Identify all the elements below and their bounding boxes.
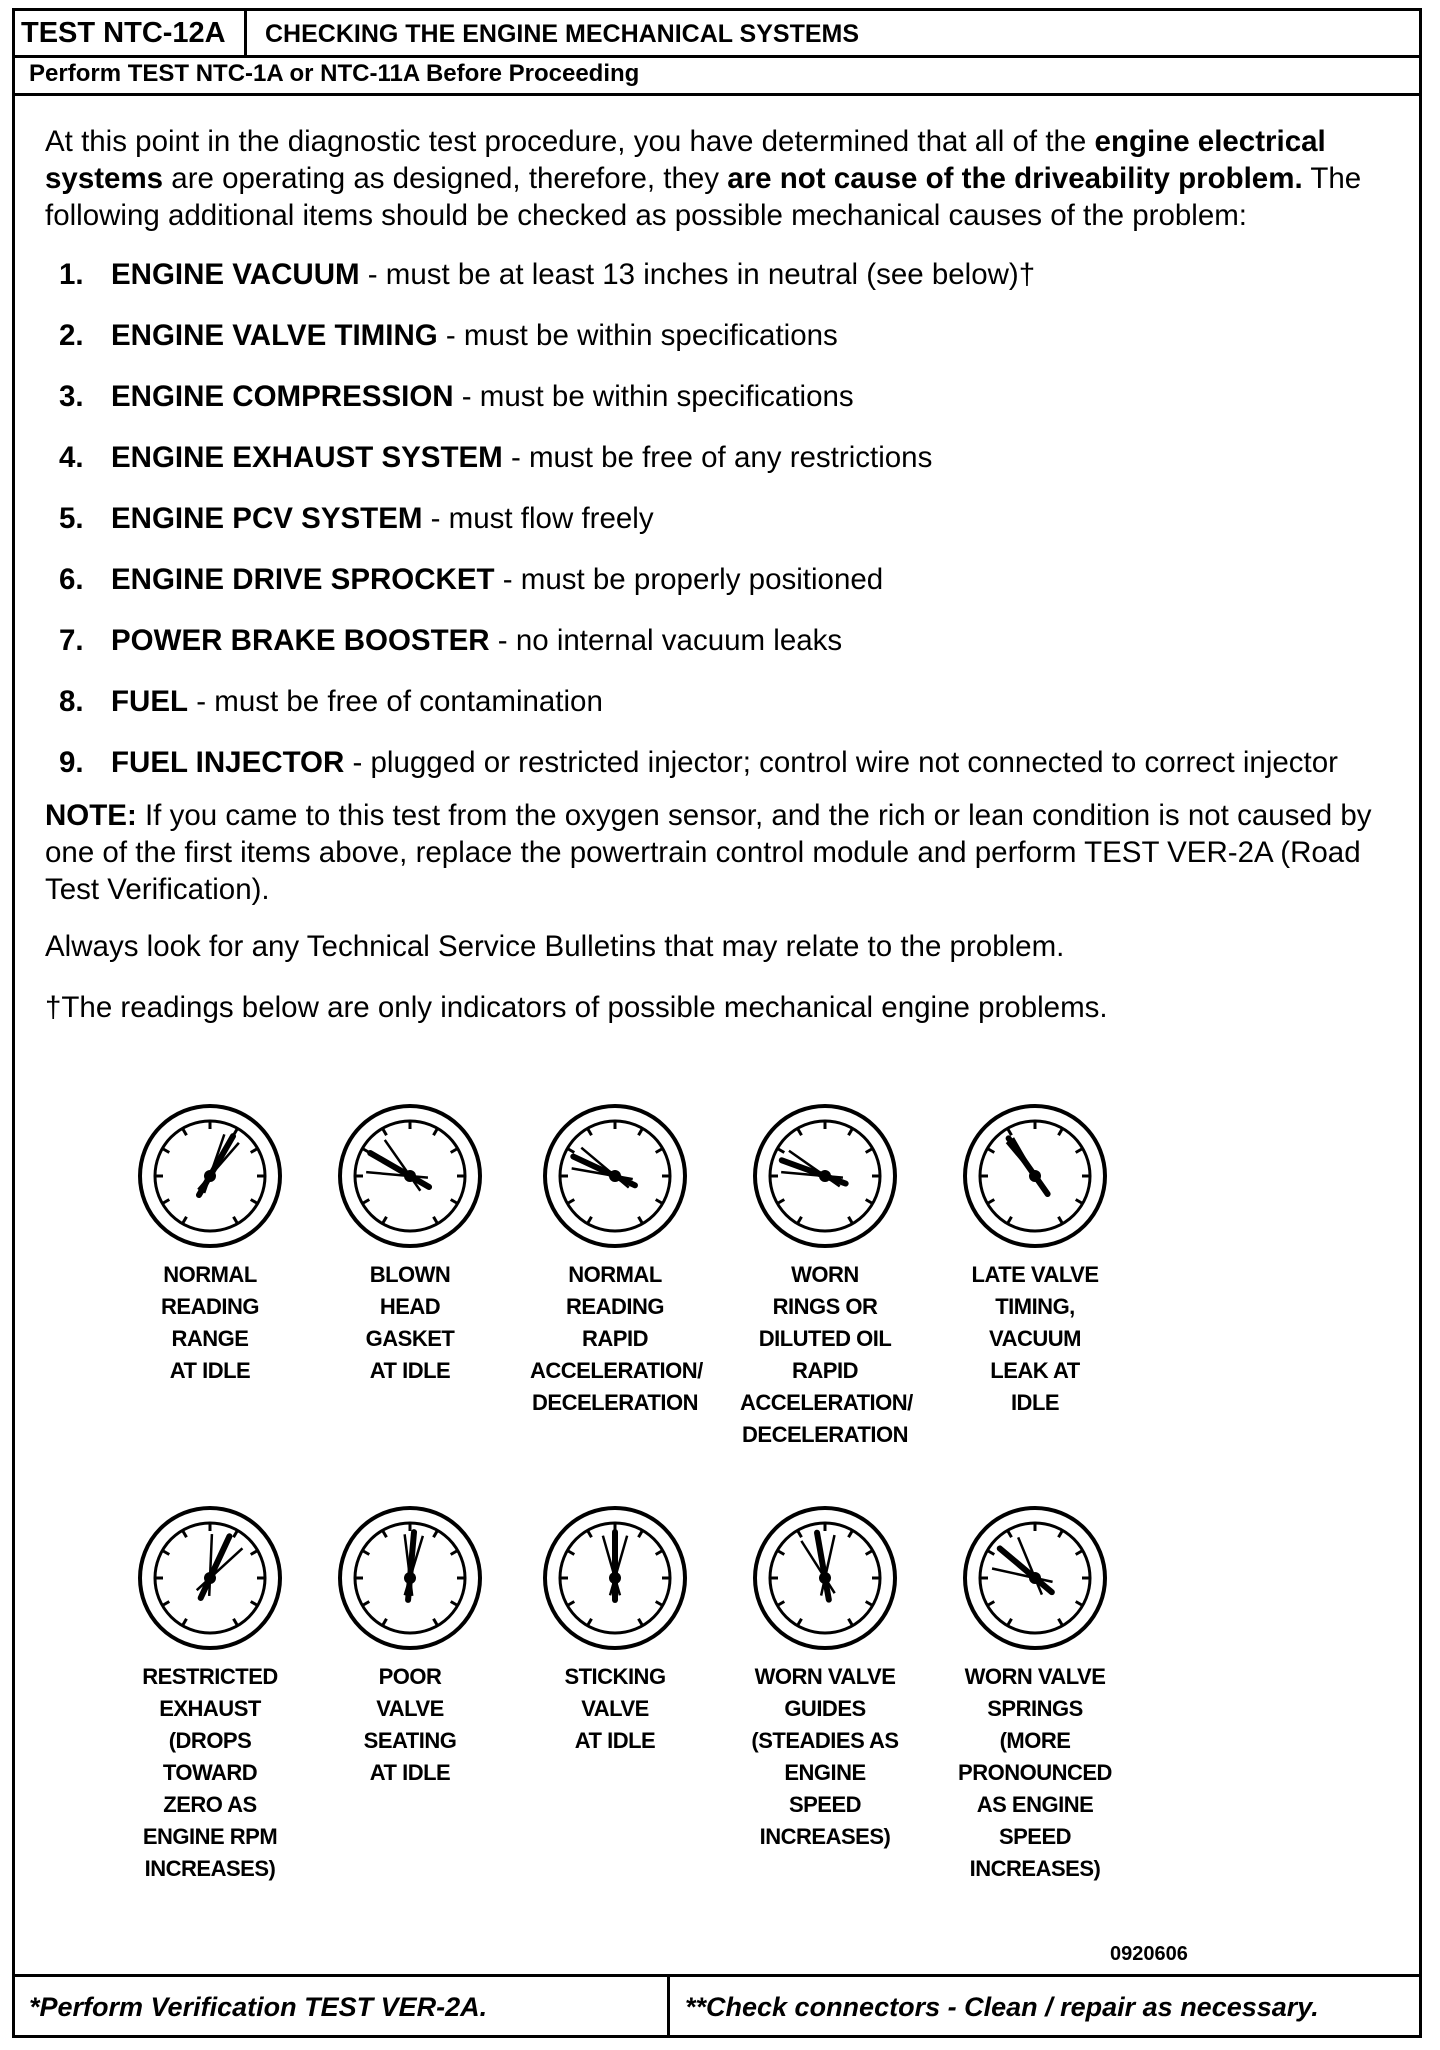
intro-bold-2: are not cause of the driveability problem.: [727, 162, 1303, 195]
gauge-caption-line: RESTRICTED: [142, 1664, 278, 1689]
gauge-caption: [530, 1661, 700, 1757]
gauge-caption-line: INCREASES): [969, 1856, 1101, 1881]
gauge-caption: [740, 1661, 910, 1853]
gauge-caption-line: INCREASES): [759, 1824, 891, 1849]
item-text: - must be within specifications: [453, 380, 854, 413]
gauge-caption-line: (DROPS: [168, 1728, 252, 1753]
vacuum-gauge: [325, 1101, 495, 1387]
item-number: 5.: [59, 502, 84, 535]
gauge-dial-icon: [135, 1101, 285, 1251]
gauge-dial-icon: [335, 1101, 485, 1251]
gauge-caption-line: READING: [161, 1294, 259, 1319]
gauge-caption-line: ACCELERATION/: [530, 1358, 703, 1383]
vacuum-gauge: [530, 1101, 703, 1419]
intro-text-2: are operating as designed, therefore, they: [163, 162, 728, 195]
gauge-caption: [530, 1259, 703, 1419]
gauge-caption-line: AT IDLE: [369, 1760, 451, 1785]
item-number: 4.: [59, 441, 84, 474]
gauge-caption-line: GASKET: [365, 1326, 455, 1351]
document-frame: [12, 8, 1422, 2038]
gauge-caption-line: WORN: [791, 1262, 859, 1287]
gauge-caption-line: READING: [566, 1294, 664, 1319]
footer-connector-note: **Check connectors - Clean / repair as necessary.: [685, 1992, 1319, 2022]
gauge-caption-line: TIMING,: [995, 1294, 1075, 1319]
vacuum-gauge: [530, 1503, 700, 1757]
gauge-caption-line: BLOWN: [369, 1262, 451, 1287]
gauge-caption-line: AS ENGINE: [976, 1792, 1094, 1817]
test-id: TEST NTC-12A: [15, 11, 247, 55]
gauge-caption-line: DILUTED OIL: [758, 1326, 892, 1351]
item-label: ENGINE DRIVE SPROCKET: [111, 563, 495, 596]
gauge-caption-line: LATE VALVE: [971, 1262, 1099, 1287]
note-text: If you came to this test from the oxygen sensor, and the rich or lean condition is not caused by one of the first items above, replace the powertrain control module and perform TEST VER-2A (Road Test Verification).: [45, 799, 1372, 906]
gauge-caption-line: TOWARD: [162, 1760, 258, 1785]
gauge-caption-line: AT IDLE: [169, 1358, 251, 1383]
gauge-caption: [740, 1259, 913, 1451]
gauge-caption-line: AT IDLE: [574, 1728, 656, 1753]
gauge-dial-icon: [540, 1503, 690, 1653]
gauge-dial-icon: [960, 1101, 1110, 1251]
gauge-caption-line: SPRINGS: [987, 1696, 1083, 1721]
item-label: ENGINE VACUUM: [111, 258, 360, 291]
gauge-caption-line: RAPID: [792, 1358, 858, 1383]
gauge-dial-icon: [335, 1503, 485, 1653]
vacuum-gauge: [950, 1101, 1120, 1419]
gauge-caption-line: POOR: [378, 1664, 442, 1689]
gauge-caption-line: RAPID: [582, 1326, 648, 1351]
gauge-caption-line: SPEED: [998, 1824, 1072, 1849]
gauge-dial-icon: [750, 1503, 900, 1653]
gauge-caption-line: WORN VALVE: [964, 1664, 1106, 1689]
item-number: 3.: [59, 380, 84, 413]
item-text: - must flow freely: [422, 502, 654, 535]
gauge-caption-line: SPEED: [788, 1792, 862, 1817]
item-label: ENGINE PCV SYSTEM: [111, 502, 423, 535]
item-text: - no internal vacuum leaks: [489, 624, 843, 657]
item-label: POWER BRAKE BOOSTER: [111, 624, 490, 657]
gauge-caption-line: RANGE: [171, 1326, 249, 1351]
gauge-dial-icon: [135, 1503, 285, 1653]
item-text: - must be free of contamination: [188, 685, 603, 718]
intro-text-1: At this point in the diagnostic test procedure, you have determined that all of the: [45, 125, 1095, 158]
gauge-caption-line: ACCELERATION/: [740, 1390, 913, 1415]
gauge-caption-line: ENGINE RPM: [142, 1824, 278, 1849]
item-label: FUEL INJECTOR: [111, 746, 345, 779]
gauge-caption-line: STICKING: [564, 1664, 666, 1689]
tsb-paragraph: Always look for any Technical Service Bulletins that may relate to the problem.: [45, 930, 1065, 963]
gauge-dial-icon: [960, 1503, 1110, 1653]
item-text: - must be free of any restrictions: [502, 441, 933, 474]
vacuum-gauge: [125, 1503, 295, 1885]
vacuum-gauge: [950, 1503, 1120, 1885]
item-text: - plugged or restricted injector; control wire not connected to correct injector: [344, 746, 1338, 779]
item-number: 6.: [59, 563, 84, 596]
gauge-caption-line: ZERO AS: [163, 1792, 257, 1817]
gauge-caption-line: (MORE: [999, 1728, 1071, 1753]
item-number: 2.: [59, 319, 84, 352]
item-text: - must be within specifications: [437, 319, 838, 352]
item-number: 1.: [59, 258, 84, 291]
vacuum-gauge: [125, 1101, 295, 1387]
gauge-caption: [325, 1259, 495, 1387]
gauge-caption-line: (STEADIES AS: [751, 1728, 899, 1753]
gauge-caption: [125, 1259, 295, 1387]
item-number: 7.: [59, 624, 84, 657]
note-label: NOTE:: [45, 799, 137, 832]
gauge-caption: [950, 1259, 1120, 1419]
vacuum-gauge: [325, 1503, 495, 1789]
vacuum-gauge: [740, 1503, 910, 1853]
gauge-caption-line: WORN VALVE: [754, 1664, 896, 1689]
footer-bar: [15, 1974, 1419, 2035]
vacuum-gauge: [740, 1101, 913, 1451]
item-text: - must be at least 13 inches in neutral (see below)†: [359, 258, 1036, 291]
gauge-caption-line: NORMAL: [163, 1262, 257, 1287]
gauge-caption-line: HEAD: [379, 1294, 441, 1319]
gauge-caption-line: GUIDES: [784, 1696, 866, 1721]
gauge-caption: [325, 1661, 495, 1789]
gauge-caption-line: NORMAL: [568, 1262, 662, 1287]
figure-id: 0920606: [1110, 1943, 1188, 1965]
vacuum-gauge-figure: [15, 11, 1425, 2041]
gauge-caption-line: SEATING: [363, 1728, 457, 1753]
gauge-caption-line: AT IDLE: [369, 1358, 451, 1383]
gauge-caption-line: LEAK AT: [990, 1358, 1080, 1383]
gauge-caption-line: RINGS OR: [772, 1294, 878, 1319]
item-text: - must be properly positioned: [494, 563, 884, 596]
gauge-caption-line: VALVE: [581, 1696, 649, 1721]
gauge-dial-icon: [540, 1101, 690, 1251]
gauge-caption-line: VACUUM: [989, 1326, 1081, 1351]
item-number: 8.: [59, 685, 84, 718]
gauge-caption-line: DECELERATION: [532, 1390, 698, 1415]
gauge-caption: [125, 1661, 295, 1885]
item-label: ENGINE VALVE TIMING: [111, 319, 438, 352]
gauge-caption-line: INCREASES): [144, 1856, 276, 1881]
footer-verification-note: *Perform Verification TEST VER-2A.: [15, 1977, 670, 2035]
gauge-caption-line: VALVE: [376, 1696, 444, 1721]
gauge-caption-line: EXHAUST: [159, 1696, 261, 1721]
gauge-caption-line: ENGINE: [784, 1760, 866, 1785]
gauge-caption-line: DECELERATION: [742, 1422, 908, 1447]
item-number: 9.: [59, 746, 84, 779]
intro-text-3: The following additional items should be checked as possible mechanical causes of the problem:: [45, 162, 1362, 232]
page-title: CHECKING THE ENGINE MECHANICAL SYSTEMS: [265, 20, 860, 48]
item-label: ENGINE EXHAUST SYSTEM: [111, 441, 503, 474]
item-label: FUEL: [111, 685, 189, 718]
gauge-dial-icon: [750, 1101, 900, 1251]
gauge-caption-line: IDLE: [1010, 1390, 1060, 1415]
item-label: ENGINE COMPRESSION: [111, 380, 454, 413]
prerequisite-line: Perform TEST NTC-1A or NTC-11A Before Proceeding: [15, 55, 1419, 96]
dagger-footnote: †The readings below are only indicators of possible mechanical engine problems.: [45, 991, 1108, 1024]
intro-bold-1: engine electrical systems: [45, 125, 1326, 195]
gauge-caption-line: PRONOUNCED: [958, 1760, 1112, 1785]
gauge-caption: [950, 1661, 1120, 1885]
